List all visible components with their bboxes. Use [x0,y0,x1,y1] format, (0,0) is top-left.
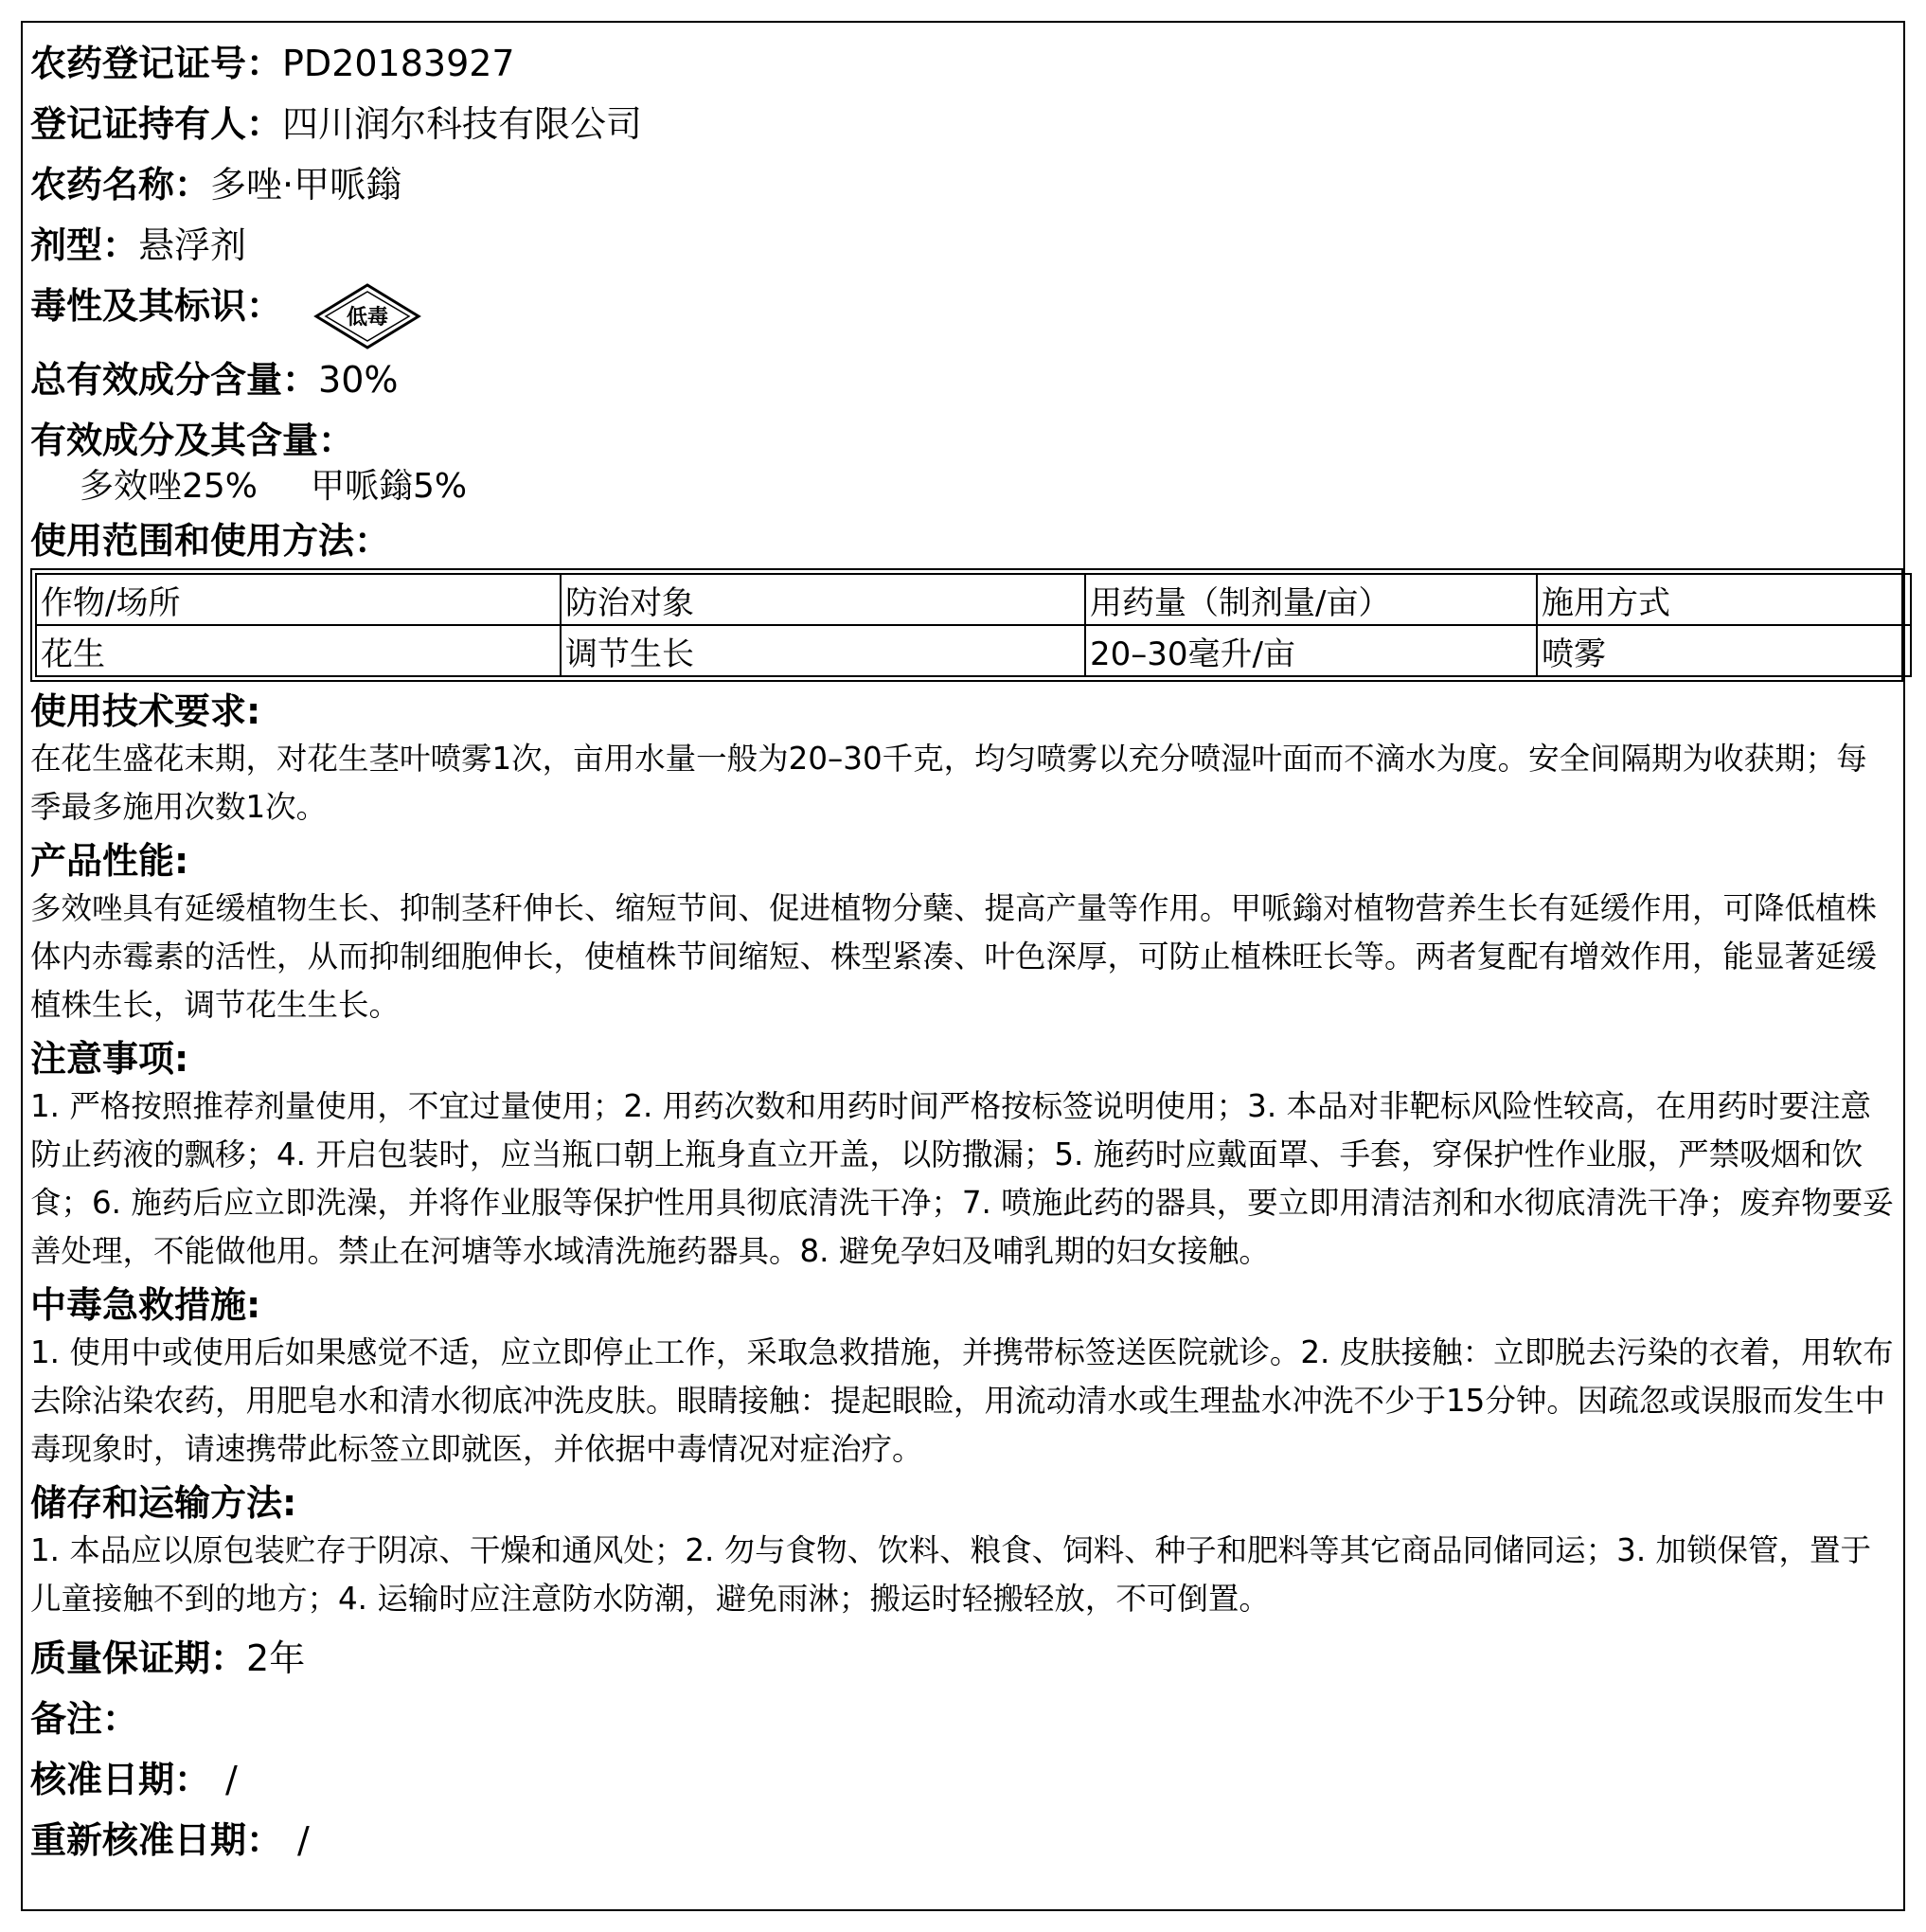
usage-table [30,568,1903,682]
tech-requirements-title: 使用技术要求: [30,690,261,732]
formulation-row [30,222,1896,269]
ingredient-item: 多效唑25% [80,467,259,506]
first-aid-title: 中毒急救措施: [30,1284,261,1326]
tech-title-row [30,688,1896,735]
holder-row [30,100,1896,148]
notes-body: 1. 严格按照推荐剂量使用，不宜过量使用；2. 用药次数和用药时间严格按标签说明使用；3. 本品对非靶标风险性较高，在用药时要注意防止药液的飘移；4. 开启包装时，应当瓶口朝上瓶身直立开盖，以防撒漏；5. 施药时应戴面罩、手套，穿保护性作业服，严禁吸烟和饮食；6. 施药后应立即洗澡，并将作业服等保护性用具彻底清洗干净；7. 喷施此药的器具，要立即用清洁剂和水彻底清洗干净；废弃物要妥善处理，不能做他用。禁止在河塘等水域清洗施药器具。8. 避免孕妇及哺乳期的妇女接触。 [30,1088,1894,1269]
storage-body: 1. 本品应以原包装贮存于阴凉、干燥和通风处；2. 勿与食物、饮料、粮食、饲料、种子和肥料等其它商品同储同运；3. 加锁保管，置于儿童接触不到的地方；4. 运输时应注意防水防潮，避免雨淋；搬运时轻搬轻放，不可倒置。 [30,1532,1872,1617]
approval-date-label: 核准日期： [30,1759,211,1800]
table-cell: 喷雾 [1537,625,1911,676]
ingredients-list [30,464,1896,510]
registration-number-label: 农药登记证号： [30,43,283,84]
shelf-life-label: 质量保证期： [30,1637,247,1679]
ingredient-item: 甲哌鎓5% [311,467,468,506]
notes-title-row [30,1035,1896,1082]
shelf-life-row [30,1635,1896,1682]
table-cell: 花生 [36,625,561,676]
performance-title: 产品性能: [30,840,189,882]
remark-row [30,1695,1896,1743]
table-header-cell: 作物/场所 [36,574,561,625]
storage-title: 储存和运输方法: [30,1482,297,1524]
total-content-label: 总有效成分含量： [30,359,319,401]
reapproval-date-row [30,1816,1896,1864]
table-header-row [36,574,1911,625]
first-aid-title-row [30,1281,1896,1329]
approval-date-row [30,1756,1896,1803]
toxicity-label: 毒性及其标识： [30,285,283,327]
toxicity-badge-text: 低毒 [347,305,389,330]
approval-date: / [225,1759,238,1800]
notes-title: 注意事项: [30,1038,189,1080]
holder-label: 登记证持有人： [30,103,283,145]
table-header-cell: 施用方式 [1537,574,1911,625]
total-content: 30% [318,359,399,401]
scope-label: 使用范围和使用方法： [30,520,391,562]
tech-requirements-body: 在花生盛花末期，对花生茎叶喷雾1次，亩用水量一般为20–30千克，均匀喷雾以充分喷湿叶面而不滴水为度。安全间隔期为收获期；每季最多施用次数1次。 [30,741,1867,825]
holder-name: 四川润尔科技有限公司 [282,103,643,145]
low-toxicity-icon [312,282,422,362]
table-cell: 调节生长 [561,625,1085,676]
ingredients-label: 有效成分及其含量： [30,420,355,461]
pesticide-name: 多唑·甲哌鎓 [210,164,402,206]
toxicity-row [30,282,1896,349]
storage-title-row [30,1479,1896,1527]
formulation-label: 剂型： [30,224,139,266]
pesticide-name-row [30,161,1896,208]
table-row [36,625,1911,676]
shelf-life: 2年 [246,1637,306,1679]
table-header-cell: 防治对象 [561,574,1085,625]
formulation: 悬浮剂 [138,224,247,266]
registration-number: PD20183927 [282,43,515,84]
performance-body: 多效唑具有延缓植物生长、抑制茎秆伸长、缩短节间、促进植物分蘖、提高产量等作用。甲哌鎓对植物营养生长有延缓作用，可降低植株体内赤霉素的活性，从而抑制细胞伸长，使植株节间缩短、株型紧凑、叶色深厚，可防止植株旺长等。两者复配有增效作用，能显著延缓植株生长，调节花生生长。 [30,890,1878,1023]
ingredients-row [30,417,1896,464]
registration-number-row [30,40,1896,87]
reapproval-date: / [297,1819,310,1861]
pesticide-name-label: 农药名称： [30,164,211,206]
scope-row [30,517,1896,564]
table-header-cell: 用药量（制剂量/亩） [1085,574,1537,625]
total-content-row [30,356,1896,403]
performance-title-row [30,837,1896,885]
reapproval-date-label: 重新核准日期： [30,1819,283,1861]
remark-label: 备注： [30,1698,139,1740]
first-aid-body: 1. 使用中或使用后如果感觉不适，应立即停止工作，采取急救措施，并携带标签送医院就诊。2. 皮肤接触：立即脱去污染的衣着，用软布去除沾染农药，用肥皂水和清水彻底冲洗皮肤。眼睛接触：提起眼睑，用流动清水或生理盐水冲洗不少于15分钟。因疏忽或误服而发生中毒现象时，请速携带此标签立即就医，并依据中毒情况对症治疗。 [30,1334,1894,1467]
table-cell: 20–30毫升/亩 [1085,625,1537,676]
label-document [30,30,1896,1864]
